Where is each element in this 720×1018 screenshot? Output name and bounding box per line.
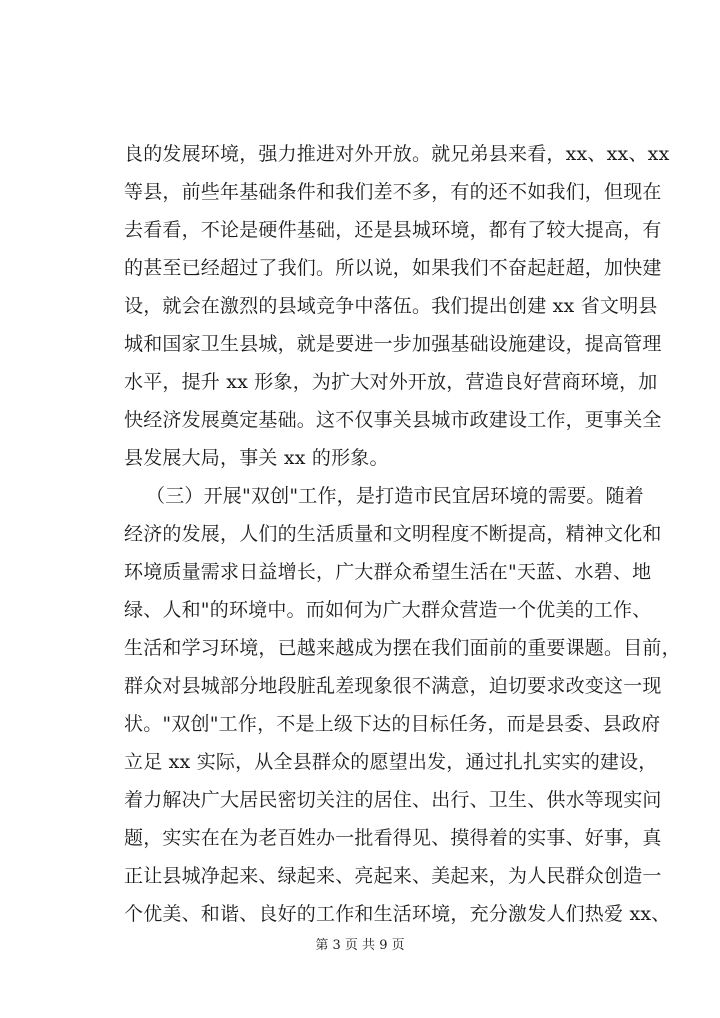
text-line: 绿、人和"的环境中。而如何为广大群众营造一个优美的工作、 (124, 599, 652, 621)
text-line: 等县，前些年基础条件和我们差不多，有的还不如我们，但现在 (124, 181, 662, 203)
text-line: 的甚至已经超过了我们。所以说，如果我们不奋起赶超，加快建 (124, 257, 662, 279)
paragraph-heading-line: （三）开展"双创"工作，是打造市民宜居环境的需要。随着 (146, 485, 644, 507)
text-line: 快经济发展奠定基础。这不仅事关县城市政建设工作，更事关全 (124, 409, 662, 431)
text-line: 经济的发展，人们的生活质量和文明程度不断提高，精神文化和 (124, 523, 662, 545)
text-line: 生活和学习环境，已越来越成为摆在我们面前的重要课题。目前， (124, 637, 681, 659)
text-line: 去看看，不论是硬件基础，还是县城环境，都有了较大提高，有 (124, 219, 662, 241)
text-line: 着力解决广大居民密切关注的居住、出行、卫生、供水等现实问 (124, 789, 662, 811)
page-footer: 第 3 页 共 9 页 (315, 938, 405, 953)
text-line: 环境质量需求日益增长，广大群众希望生活在"天蓝、水碧、地 (124, 561, 652, 583)
text-line: 城和国家卫生县城，就是要进一步加强基础设施建设，提高管理 (124, 333, 662, 355)
text-line: 良的发展环境，强力推进对外开放。就兄弟县来看，xx、xx、xx (124, 143, 670, 165)
text-line: 立足 xx 实际，从全县群众的愿望出发，通过扎扎实实的建设， (124, 751, 658, 773)
text-line: 县发展大局，事关 xx 的形象。 (124, 447, 389, 469)
text-line: 水平，提升 xx 形象，为扩大对外开放，营造良好营商环境，加 (124, 371, 658, 393)
text-line: 状。"双创"工作，不是上级下达的目标任务，而是县委、县政府 (124, 713, 661, 735)
text-line: 题，实实在在为老百姓办一批看得见、摸得着的实事、好事，真 (124, 827, 662, 849)
text-line: 群众对县城部分地段脏乱差现象很不满意，迫切要求改变这一现 (124, 675, 662, 697)
text-line: 正让县城净起来、绿起来、亮起来、美起来，为人民群众创造一 (124, 865, 662, 887)
text-line: 个优美、和谐、良好的工作和生活环境，充分激发人们热爱 xx、 (124, 903, 671, 925)
text-line: 设，就会在激烈的县域竞争中落伍。我们提出创建 xx 省文明县 (124, 295, 658, 317)
